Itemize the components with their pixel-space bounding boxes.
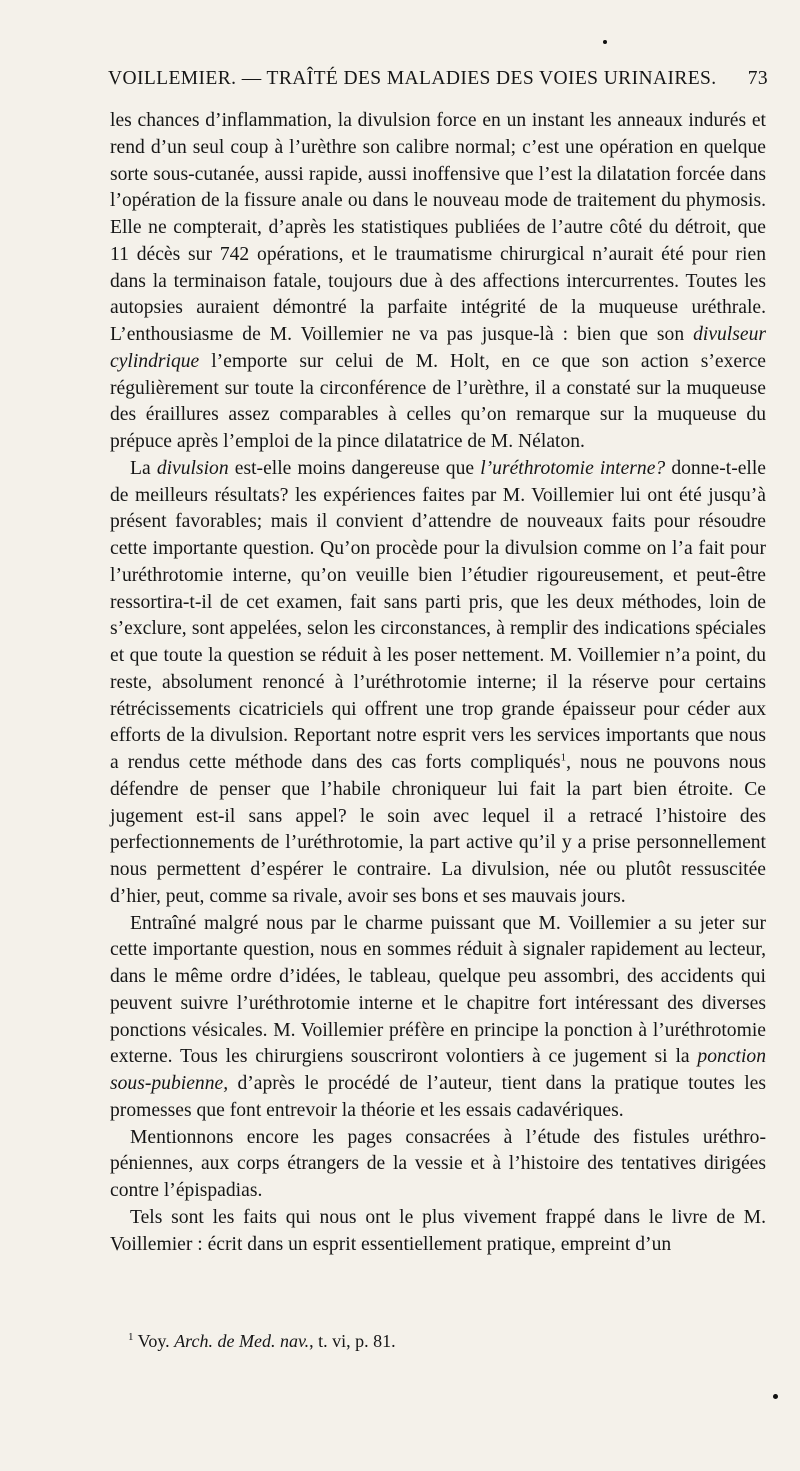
text-run: , nous ne pouvons nous défendre de penser que l’habile chroniqueur lui fait la part bien étroite. Ce jugement est-il sans appel? le soin avec lequel il a retracé l’histoire des perfectionnements de l’uréthrotomie, la part active qu’il y a prise personnellement nous permettent d’espérer le contraire. La divulsion, née ou plutôt ressuscitée d’hier, peut, comme sa rivale, avoir ses bons et ses mauvais jours. xyxy=(110,752,766,907)
italic-term-urethrotomie: l’uréthrotomie interne? xyxy=(480,457,666,479)
text-run: Entraîné malgré nous par le charme puissant que M. Voillemier a su jeter sur cette importante question, nous en sommes réduit à signaler rapidement au lecteur, dans le même ordre d’idées, le tableau, quelque peu assombri, des accidents qui peuvent suivre l’uréthrotomie interne et le chapitre fort intéressant des diverses ponctions vésicales. M. Voillemier préfère en principe la ponction à l’uréthrotomie externe. Tous les chirurgiens souscriront volontiers à ce jugement si la xyxy=(110,912,766,1068)
text-run: donne-t-elle de meilleurs résultats? les expériences faites par M. Voillemier lui ont été jusqu’à présent favorables; mais il convient d’attendre de nouveaux faits pour résoudre cette importante question. Qu’on procède pour la divulsion comme on l’a fait pour l’uréthrotomie interne, qu’on veuille bien l’étudier rigoureusement, et peut-être ressortira-t-il de cet examen, fait sans parti pris, que les deux méthodes, loin de s’exclure, sont appelées, selon les circonstances, à remplir des indications spéciales et que toute la question se réduit à les poser nettement. M. Voillemier n’a point, du reste, absolument renoncé à l’uréthrotomie interne; il la réserve pour certains rétrécissements cicatriciels qui offrent une trop grande épaisseur pour céder aux efforts de la divulsion. Reportant notre esprit vers les services importants que nous a rendus cette méthode dans des cas forts compliqués xyxy=(110,457,766,773)
text-run: Mentionnons encore les pages consacrées à l’étude des fistules uréthro-péniennes, aux corps étrangers de la vessie et à l’histoire des tentatives dirigées contre l’épispadias. xyxy=(110,1126,766,1201)
italic-term-divulsion: divulsion xyxy=(156,457,229,479)
paragraph-5 xyxy=(110,1205,766,1259)
ink-speck xyxy=(773,1394,778,1399)
paragraph-1 xyxy=(110,108,766,456)
italic-term-ponction: ponction sous-pubienne, xyxy=(110,1046,766,1094)
text-run: d’après le procédé de l’auteur, tient dans la pratique toutes les promesses que font entrevoir la théorie et les essais cadavériques. xyxy=(110,1073,766,1121)
text-run: l’emporte sur celui de M. Holt, en ce que son action s’exerce régulièrement sur toute la circonférence de l’urèthre, il a constaté sur la muqueuse des éraillures assez comparables à celles qu’on remarque sur la muqueuse du prépuce après l’emploi de la pince dilatatrice de M. Nélaton. xyxy=(110,350,766,452)
italic-term-divulseur: divulseur cylindrique xyxy=(110,324,766,372)
text-run: est-elle moins dangereuse que xyxy=(228,457,481,479)
running-head xyxy=(108,68,768,90)
text-run: les chances d’inflammation, la divulsion force en un instant les anneaux indurés et rend d’un seul coup à l’urèthre son calibre normal; c’est une opération en quelque sorte sous-cutanée, aussi rapide, aussi inoffensive que l’est la dilatation forcée dans l’opération de la fissure anale ou dans le nouveau mode de traitement du phymosis. Elle ne compterait, d’après les statistiques publiées de l’autre côté du détroit, que 11 décès sur 742 opérations, et le traumatisme chirurgical n’aurait été pour rien dans la terminaison fatale, toujours due à des affections intercurrentes. Toutes les autopsies auraient démontré la parfaite intégrité de la muqueuse uréthrale. L’enthousiasme de M. Voillemier ne va pas jusque-là : bien que son xyxy=(110,110,766,345)
body-text xyxy=(110,108,766,1258)
footnote-journal: Arch. de Med. nav. xyxy=(174,1331,310,1351)
footnote xyxy=(128,1331,728,1352)
paragraph-4 xyxy=(110,1125,766,1205)
paragraph-3 xyxy=(110,911,766,1125)
text-run: La xyxy=(130,457,157,479)
text-run: Tels sont les faits qui nous ont le plus vivement frappé dans le livre de M. Voillemier : écrit dans un esprit essentiellement pratique, empreint d’un xyxy=(110,1206,766,1255)
footnote-citation: , t. vi, p. 81. xyxy=(309,1331,396,1351)
footnote-text: Voy. xyxy=(133,1331,175,1351)
footnote-mark: 1 xyxy=(128,1331,134,1343)
ink-speck xyxy=(603,40,607,44)
page-number: 73 xyxy=(747,68,768,89)
paragraph-2 xyxy=(110,456,766,911)
running-head-title: VOILLEMIER. — TRAÎTÉ DES MALADIES DES VOIES URINAIRES. xyxy=(108,68,717,89)
footnote-reference[interactable]: 1 xyxy=(560,751,567,764)
